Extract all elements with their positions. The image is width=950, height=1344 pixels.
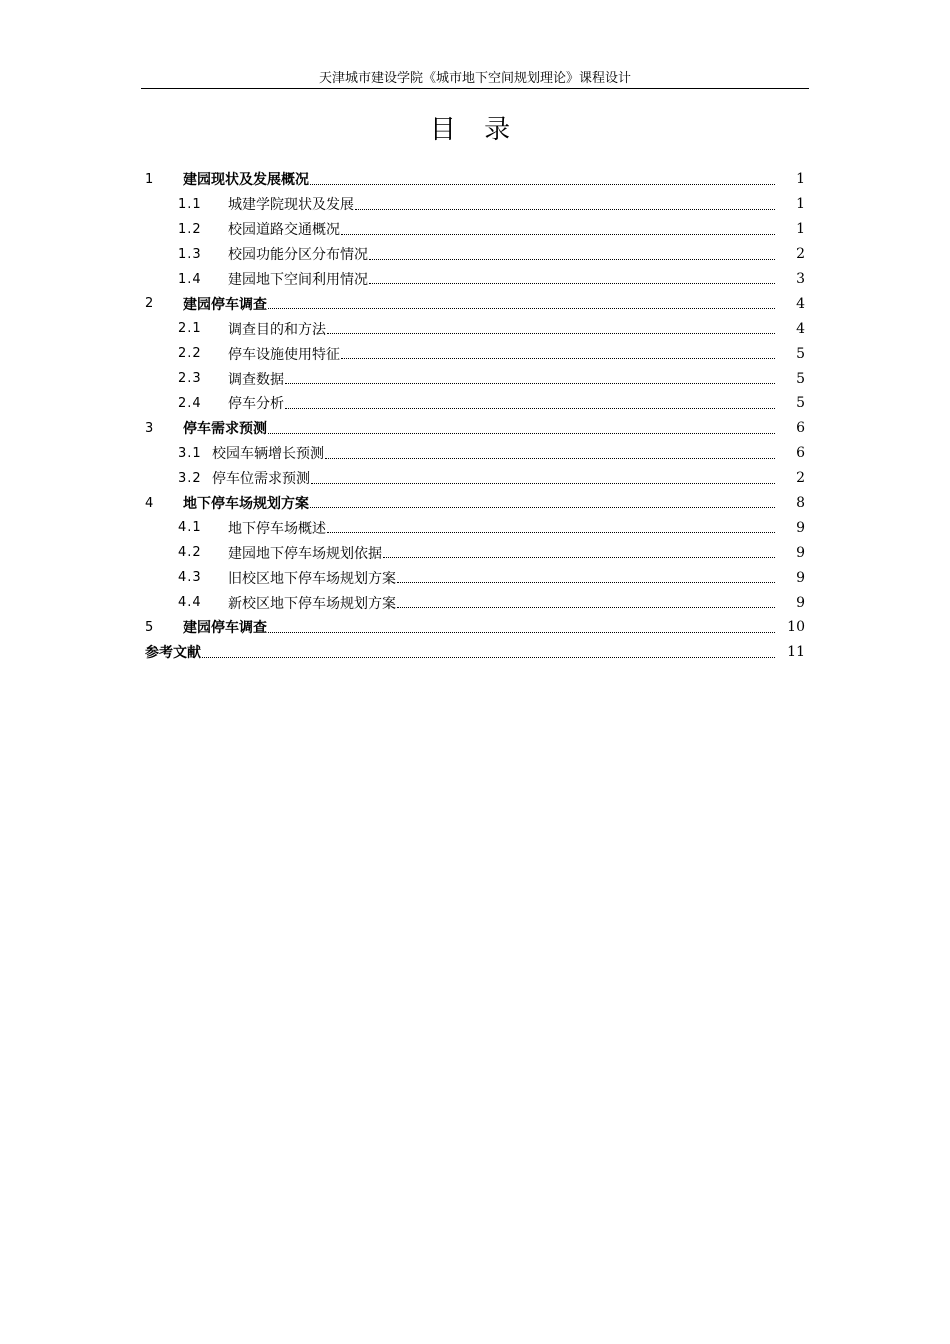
- toc-entry-page: 5: [796, 345, 805, 362]
- toc-entry-title: 建园地下空间利用情况: [228, 272, 368, 288]
- toc-entry[interactable]: [141, 341, 809, 366]
- toc-entry-number: 4.1: [178, 520, 202, 536]
- toc-entry[interactable]: [141, 466, 809, 491]
- toc-entry[interactable]: [141, 515, 809, 540]
- toc-entry-page: 5: [796, 370, 805, 387]
- toc-dot-leader: [341, 357, 775, 359]
- toc-dot-leader: [369, 258, 775, 260]
- toc-entry-page: 1: [796, 221, 805, 238]
- toc-dot-leader: [325, 457, 775, 459]
- toc-entry-page: 11: [787, 644, 805, 661]
- toc-entry[interactable]: [141, 291, 809, 316]
- toc-entry-title: 停车分析: [228, 396, 284, 413]
- toc-entry-number: 2.3: [178, 371, 202, 387]
- toc-entry[interactable]: [141, 615, 809, 640]
- toc-entry-number: 1.2: [178, 221, 202, 237]
- toc-dot-leader: [310, 183, 775, 185]
- toc-dot-leader: [383, 556, 775, 558]
- toc-dot-leader: [311, 482, 775, 484]
- toc-entry[interactable]: [141, 540, 809, 565]
- toc-entry-page: 4: [796, 295, 805, 312]
- toc-entry-title: 停车设施使用特征: [228, 346, 340, 363]
- toc-entry-number: 2.2: [178, 346, 202, 362]
- toc-entry-page: 10: [787, 619, 805, 636]
- toc-entry[interactable]: [141, 242, 809, 267]
- toc-entry-number: 4.3: [178, 570, 202, 586]
- toc-entry-number: 1: [145, 171, 154, 187]
- toc-entry[interactable]: [141, 267, 809, 292]
- toc-entry[interactable]: [141, 565, 809, 590]
- toc-entry-page: 9: [796, 544, 805, 561]
- toc-dot-leader: [310, 506, 775, 508]
- toc-entry-title: 城建学院现状及发展: [228, 197, 354, 214]
- toc-dot-leader: [369, 282, 775, 284]
- toc-entry-title: 地下停车场规划方案: [183, 496, 309, 513]
- toc-dot-leader: [327, 332, 775, 334]
- toc-dot-leader: [355, 208, 775, 210]
- toc-entry-number: 3: [145, 420, 154, 436]
- toc-entry-title: 停车位需求预测: [212, 471, 310, 488]
- toc-dot-leader: [397, 581, 775, 583]
- toc-entry[interactable]: [141, 590, 809, 615]
- toc-entry-page: 2: [796, 246, 805, 263]
- toc-entry[interactable]: [141, 366, 809, 391]
- toc-entry-title: 参考文献: [145, 645, 201, 662]
- toc-entry-number: 4.2: [178, 545, 202, 561]
- toc-entry-title: 建园停车调查: [183, 296, 267, 313]
- toc-entry-title: 校园道路交通概况: [228, 222, 340, 239]
- toc-entry-page: 2: [796, 470, 805, 487]
- toc-entry[interactable]: [141, 192, 809, 217]
- toc-entry-title: 新校区地下停车场规划方案: [228, 595, 396, 612]
- toc-entry[interactable]: [141, 316, 809, 341]
- toc-entry-title: 建园地下停车场规划依据: [228, 545, 382, 562]
- toc-entry-title: 调查数据: [228, 371, 284, 388]
- toc-entry-page: 9: [796, 594, 805, 611]
- toc-entry-page: 8: [796, 495, 805, 512]
- toc-entry-number: 4: [145, 495, 154, 511]
- toc-entry-number: 1.1: [178, 196, 202, 212]
- toc-entry-page: 4: [796, 320, 805, 337]
- toc-dot-leader: [268, 631, 775, 633]
- toc-entry-title: 地下停车场概述: [228, 520, 326, 537]
- toc-entry[interactable]: [141, 640, 809, 665]
- toc-entry-title: 调查目的和方法: [228, 321, 326, 338]
- toc-entry-number: 3.2: [178, 470, 202, 486]
- toc-entry-title: 校园功能分区分布情况: [228, 247, 368, 264]
- toc-entry-number: 2.1: [178, 321, 202, 337]
- toc-entry-page: 6: [796, 445, 805, 462]
- toc-entry-title: 建园停车调查: [183, 620, 267, 637]
- header-rule: [141, 88, 809, 89]
- toc-entry-number: 2: [145, 296, 154, 312]
- toc-entry[interactable]: [141, 167, 809, 192]
- toc-entry-number: 3.1: [178, 445, 202, 461]
- toc-entry-number: 5: [145, 619, 154, 635]
- toc-dot-leader: [327, 531, 775, 533]
- toc-dot-leader: [285, 382, 775, 384]
- page-title: 目 录: [429, 115, 521, 145]
- toc-entry-page: 5: [796, 395, 805, 412]
- toc-entry[interactable]: [141, 391, 809, 416]
- table-of-contents: [141, 167, 809, 665]
- toc-entry-title: 停车需求预测: [183, 421, 267, 438]
- toc-entry-title: 建园现状及发展概况: [183, 172, 309, 189]
- toc-entry-page: 9: [796, 569, 805, 586]
- toc-entry-page: 3: [796, 271, 805, 287]
- toc-dot-leader: [202, 656, 775, 658]
- running-header: 天津城市建设学院《城市地下空间规划理论》课程设计: [318, 71, 631, 86]
- toc-entry-number: 2.4: [178, 395, 202, 411]
- toc-entry-number: 1.3: [178, 246, 202, 262]
- toc-entry-page: 1: [796, 196, 805, 213]
- toc-entry-page: 1: [796, 171, 805, 188]
- toc-dot-leader: [268, 307, 775, 309]
- toc-entry-page: 6: [796, 420, 805, 437]
- toc-dot-leader: [397, 606, 775, 608]
- toc-entry-number: 1.4: [178, 271, 202, 287]
- toc-dot-leader: [285, 407, 775, 409]
- toc-entry[interactable]: [141, 416, 809, 441]
- toc-entry[interactable]: [141, 491, 809, 516]
- toc-entry-title: 校园车辆增长预测: [212, 446, 324, 463]
- toc-entry-page: 9: [796, 519, 805, 536]
- toc-entry[interactable]: [141, 217, 809, 242]
- toc-dot-leader: [268, 432, 775, 434]
- toc-entry-number: 4.4: [178, 595, 202, 611]
- toc-entry[interactable]: [141, 441, 809, 466]
- toc-dot-leader: [341, 233, 775, 235]
- toc-entry-title: 旧校区地下停车场规划方案: [228, 570, 396, 587]
